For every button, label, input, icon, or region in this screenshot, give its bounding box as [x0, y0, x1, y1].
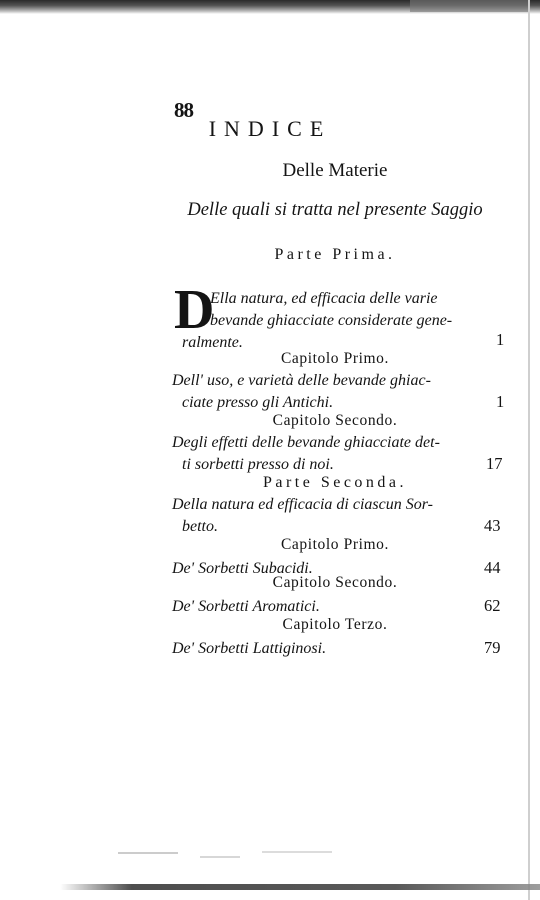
entry-line: ti sorbetti presso di noi.: [182, 456, 334, 473]
entry-line: Degli effetti delle bevande ghiacciate det-: [172, 434, 440, 451]
entry-page-number: 43: [484, 516, 501, 535]
entry-page-number: 79: [484, 638, 501, 657]
entry-line: bevande ghiacciate considerate gene-: [210, 312, 453, 329]
entry-line: De' Sorbetti Aromatici.: [172, 598, 320, 615]
entry-line: ciate presso gli Antichi.: [182, 394, 334, 411]
chapter-heading: Capitolo Secondo.: [272, 412, 398, 429]
entry-line: ralmente.: [182, 334, 243, 351]
page-subtitle: Delle Materie: [282, 160, 388, 181]
part-two-heading: Parte Seconda.: [262, 474, 408, 491]
entry-page-number: 1: [496, 330, 505, 349]
toc-entry: [172, 432, 510, 476]
entry-line: Dell' uso, e varietà delle bevande ghiac-: [172, 372, 431, 389]
part-one-intro-entry: [210, 288, 510, 332]
chapter-heading: Capitolo Primo.: [280, 536, 390, 553]
scan-speck: [262, 851, 332, 853]
toc-entry: [172, 638, 510, 660]
entry-line: Ella natura, ed efficacia delle varie: [210, 290, 438, 307]
chapter-heading: Capitolo Secondo.: [272, 574, 398, 591]
entry-page-number: 44: [484, 558, 501, 577]
page-subtitle-secondary: Delle quali si tratta nel presente Saggio: [187, 200, 483, 220]
entry-line: De' Sorbetti Lattiginosi.: [172, 640, 327, 657]
toc-entry: [172, 494, 510, 538]
entry-page-number: 1: [496, 392, 505, 411]
chapter-heading: Capitolo Terzo.: [282, 616, 388, 633]
entry-line: Della natura ed efficacia di ciascun Sor-: [172, 496, 433, 513]
toc-entry: [172, 370, 510, 414]
drop-cap-initial: D: [174, 279, 215, 341]
scan-speck: [200, 856, 240, 858]
scan-top-shadow: [410, 0, 530, 12]
entry-line: De' Sorbetti Subacidi.: [172, 560, 313, 577]
entry-line: betto.: [182, 518, 218, 535]
scan-bottom-edge: [60, 884, 540, 890]
page-title: INDICE: [208, 116, 332, 141]
entry-page-number: 17: [486, 454, 503, 473]
toc-entry: [172, 596, 510, 618]
part-one-heading: Parte Prima.: [274, 246, 396, 263]
scan-speck: [118, 852, 178, 854]
chapter-heading: Capitolo Primo.: [280, 350, 390, 367]
page-number: 88: [174, 98, 193, 122]
entry-page-number: 62: [484, 596, 501, 615]
